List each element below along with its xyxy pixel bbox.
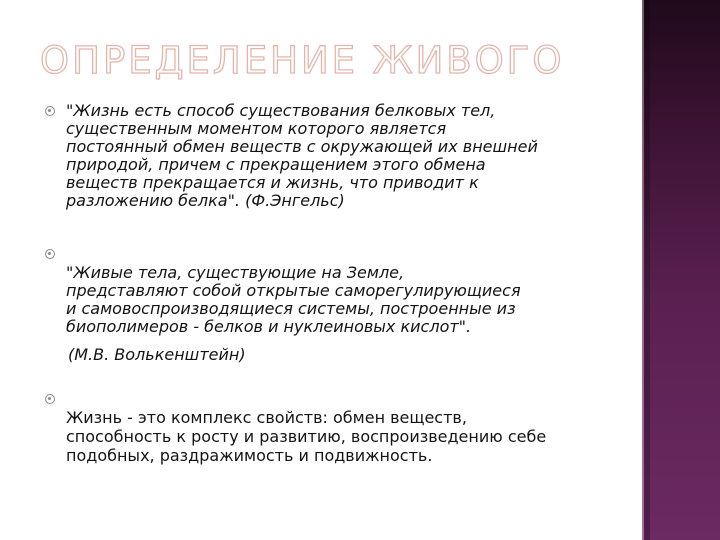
bullet-text-volkenstein: "Живые тела, существующие на Земле, представляют собой открытые саморегулирующиеся и самовоспроизводящиеся системы, построенные из биополимеров - белков и нуклеиновых кислот". bbox=[66, 263, 521, 336]
slide-title: ОПРЕДЕЛЕНИЕ ЖИВОГО bbox=[40, 39, 565, 82]
bullet-text-engels: "Жизнь есть способ существования белковых тел, существенным моментом которого является постоянный обмен веществ с окружающей их внешней природой, причем с прекращением этого обмена веществ прекращается и жизнь, что приводит к разложению белка". (Ф.Энгельс) bbox=[66, 101, 538, 210]
quote-author: (М.В. Волькенштейн) bbox=[68, 345, 246, 364]
decorative-side-panel bbox=[642, 0, 720, 540]
bullet-circle-icon bbox=[45, 106, 55, 116]
bullet-circle-icon bbox=[45, 249, 55, 259]
panel-shade bbox=[644, 0, 650, 540]
bullet-circle-icon bbox=[45, 394, 55, 404]
bullet-text-properties: Жизнь - это комплекс свойств: обмен веществ, способность к росту и развитию, воспроизведению себе подобных, раздражимость и подвижность. bbox=[66, 408, 547, 465]
